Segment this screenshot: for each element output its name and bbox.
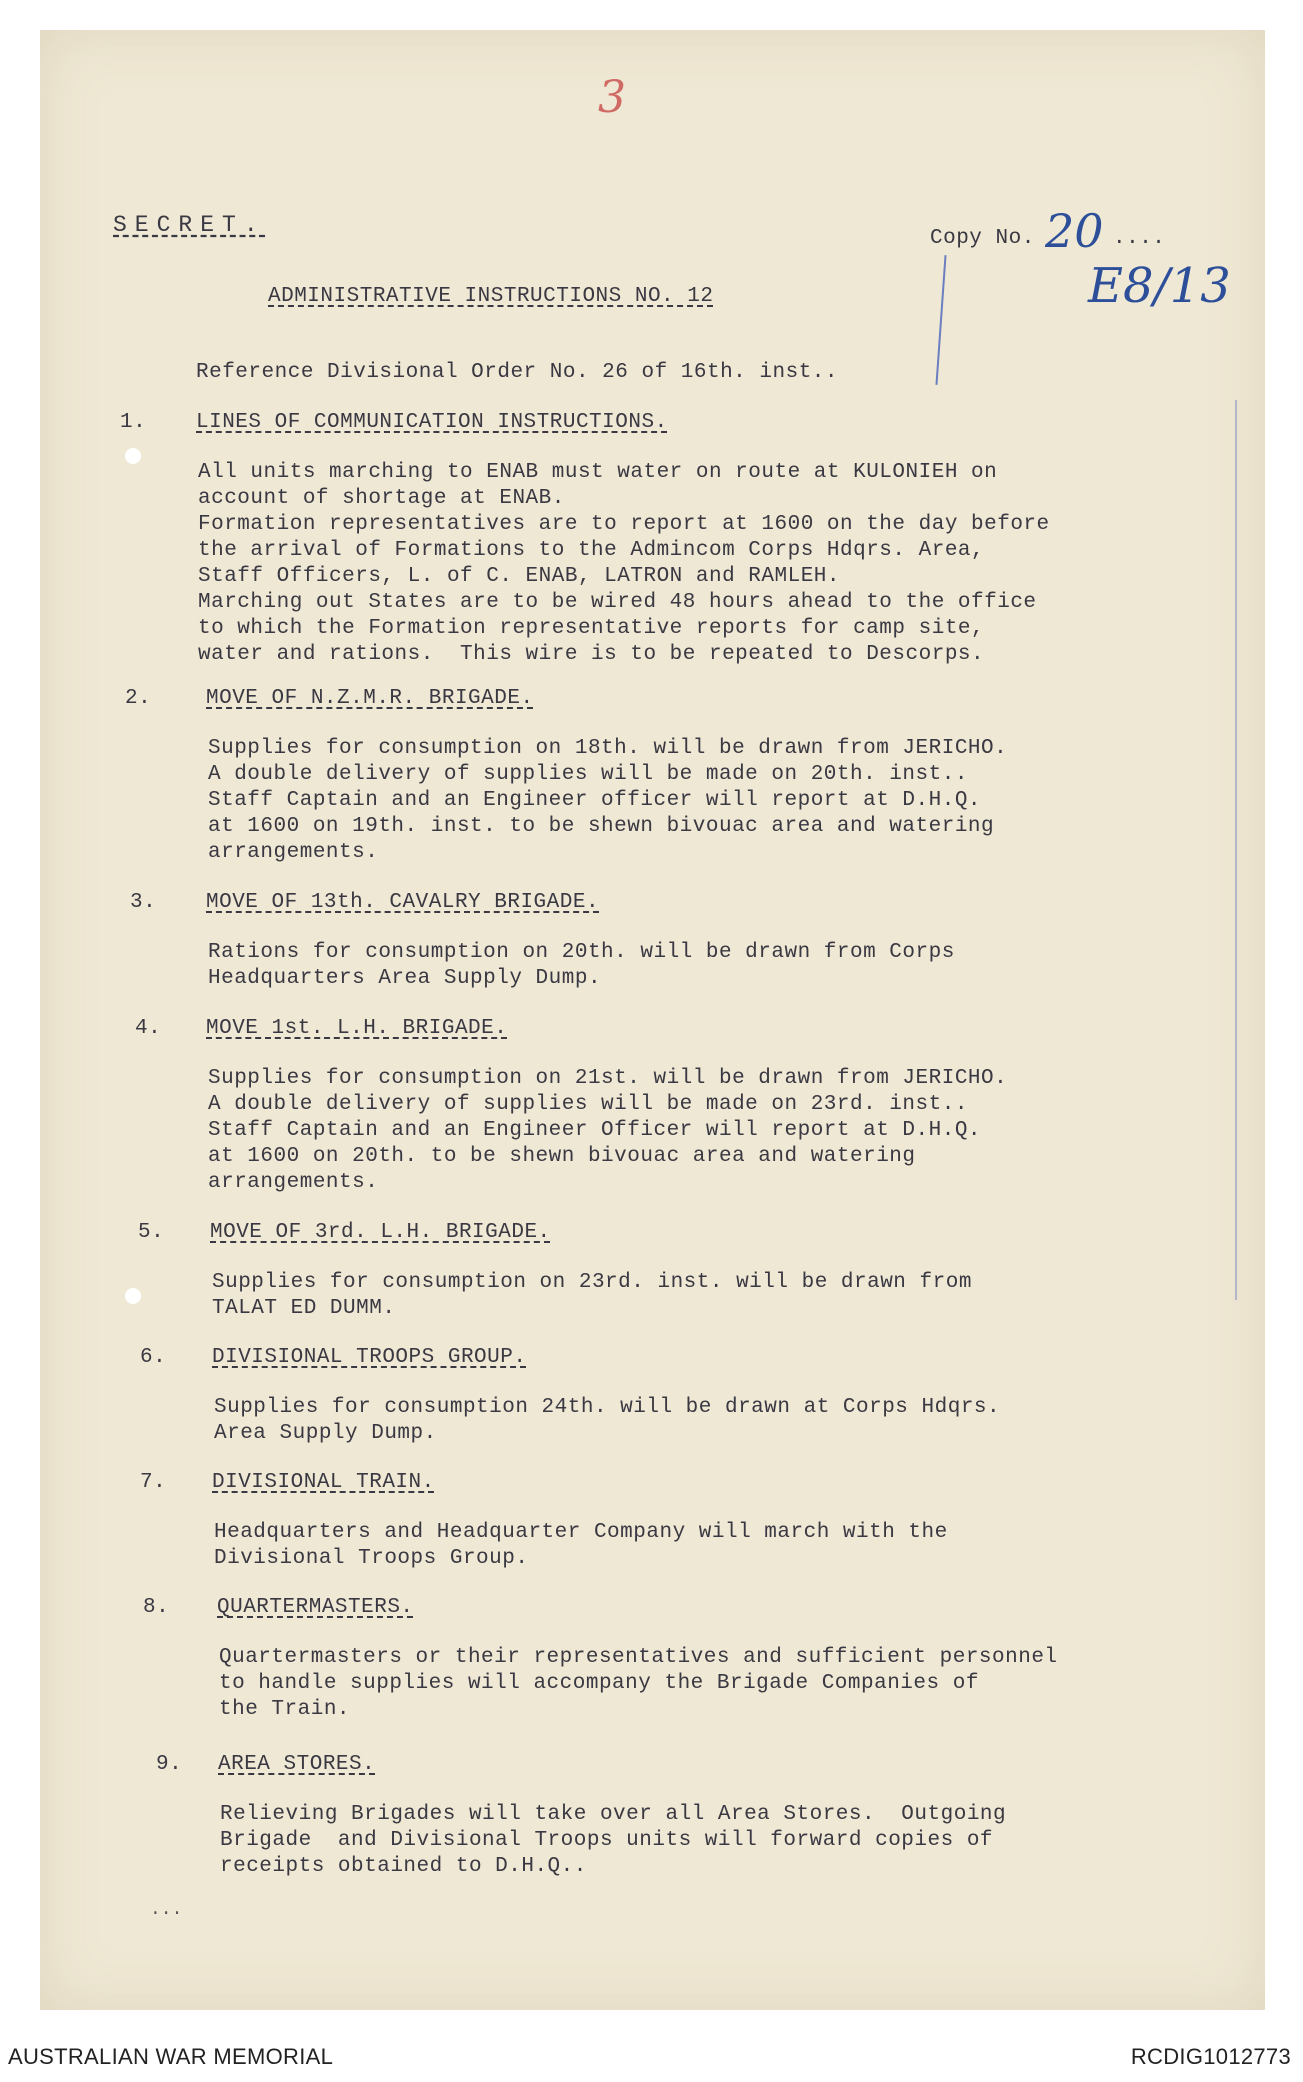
footer-record-id: RCDIG1012773 xyxy=(1130,2044,1291,2069)
section-body-line: arrangements. xyxy=(208,1171,379,1194)
punch-hole-bottom xyxy=(125,1288,141,1304)
section-body-line: Supplies for consumption on 23rd. inst. will be drawn from xyxy=(212,1271,972,1294)
section-number: 1. xyxy=(120,411,147,434)
copy-label: Copy No. xyxy=(930,227,1035,250)
section-body-line: to which the Formation representative reports for camp site, xyxy=(198,617,985,640)
section-body-line: the arrival of Formations to the Admincom Corps Hdqrs. Area, xyxy=(198,539,985,562)
section-body-line: Area Supply Dump. xyxy=(214,1422,437,1445)
section-heading: MOVE OF N.Z.M.R. BRIGADE. xyxy=(206,687,534,710)
section-body-line: Relieving Brigades will take over all Area Stores. Outgoing xyxy=(220,1803,1007,1826)
page-number-mark: 3 xyxy=(598,72,626,123)
section-number: 9. xyxy=(156,1753,183,1776)
section-body-line: Quartermasters or their representatives and sufficient personnel xyxy=(219,1646,1058,1669)
classification-label: SECRET. xyxy=(113,212,266,238)
section-number: 8. xyxy=(143,1596,170,1619)
section-body-line: Divisional Troops Group. xyxy=(214,1547,529,1570)
document-title: ADMINISTRATIVE INSTRUCTIONS NO. 12 xyxy=(268,285,714,308)
section-body-line: Staff Officers, L. of C. ENAB, LATRON and RAMLEH. xyxy=(198,565,841,588)
section-number: 7. xyxy=(140,1471,167,1494)
continuation-dots: ... xyxy=(150,1900,183,1920)
section-body-line: A double delivery of supplies will be made on 23rd. inst.. xyxy=(208,1093,968,1116)
section-body-line: Rations for consumption on 20th. will be drawn from Corps xyxy=(208,941,955,964)
section-number: 6. xyxy=(140,1346,167,1369)
section-number: 4. xyxy=(135,1017,162,1040)
section-body-line: All units marching to ENAB must water on route at KULONIEH on xyxy=(198,461,998,484)
section-heading: MOVE 1st. L.H. BRIGADE. xyxy=(206,1017,508,1040)
section-body-line: TALAT ED DUMM. xyxy=(212,1297,396,1320)
section-number: 3. xyxy=(130,891,157,914)
section-heading: AREA STORES. xyxy=(218,1753,376,1776)
section-body-line: Marching out States are to be wired 48 hours ahead to the office xyxy=(198,591,1037,614)
reference-line: Reference Divisional Order No. 26 of 16th. inst.. xyxy=(196,361,839,384)
section-number: 5. xyxy=(138,1221,165,1244)
section-body-line: Supplies for consumption on 21st. will be drawn from JERICHO. xyxy=(208,1067,1008,1090)
copy-dots: .... xyxy=(1113,227,1166,250)
footer-archive-name: AUSTRALIAN WAR MEMORIAL xyxy=(8,2044,334,2069)
section-heading: MOVE OF 3rd. L.H. BRIGADE. xyxy=(210,1221,551,1244)
section-body-line: the Train. xyxy=(219,1698,351,1721)
section-body-line: Formation representatives are to report at 1600 on the day before xyxy=(198,513,1050,536)
section-body-line: Supplies for consumption 24th. will be drawn at Corps Hdqrs. xyxy=(214,1396,1001,1419)
section-body-line: A double delivery of supplies will be made on 20th. inst.. xyxy=(208,763,968,786)
section-body-line: at 1600 on 19th. inst. to be shewn bivouac area and watering xyxy=(208,815,995,838)
file-reference-mark: E8/13 xyxy=(1088,258,1231,314)
section-number: 2. xyxy=(125,687,152,710)
section-heading: QUARTERMASTERS. xyxy=(217,1596,414,1619)
margin-pencil-line xyxy=(1235,400,1237,1300)
section-heading: DIVISIONAL TRAIN. xyxy=(212,1471,435,1494)
section-body-line: Staff Captain and an Engineer Officer will report at D.H.Q. xyxy=(208,1119,982,1142)
punch-hole-top xyxy=(125,448,141,464)
section-body-line: Headquarters and Headquarter Company will march with the xyxy=(214,1521,948,1544)
section-heading: LINES OF COMMUNICATION INSTRUCTIONS. xyxy=(196,411,668,434)
section-body-line: Supplies for consumption on 18th. will be drawn from JERICHO. xyxy=(208,737,1008,760)
section-body-line: arrangements. xyxy=(208,841,379,864)
section-body-line: account of shortage at ENAB. xyxy=(198,487,565,510)
section-body-line: water and rations. This wire is to be repeated to Descorps. xyxy=(198,643,985,666)
copy-number: 20 xyxy=(1045,204,1104,258)
section-body-line: Staff Captain and an Engineer officer will report at D.H.Q. xyxy=(208,789,982,812)
section-body-line: Brigade and Divisional Troops units will forward copies of xyxy=(220,1829,994,1852)
section-body-line: to handle supplies will accompany the Brigade Companies of xyxy=(219,1672,979,1695)
section-body-line: at 1600 on 20th. to be shewn bivouac area and watering xyxy=(208,1145,916,1168)
section-heading: DIVISIONAL TROOPS GROUP. xyxy=(212,1346,527,1369)
section-body-line: receipts obtained to D.H.Q.. xyxy=(220,1855,587,1878)
section-body-line: Headquarters Area Supply Dump. xyxy=(208,967,602,990)
section-heading: MOVE OF 13th. CAVALRY BRIGADE. xyxy=(206,891,600,914)
